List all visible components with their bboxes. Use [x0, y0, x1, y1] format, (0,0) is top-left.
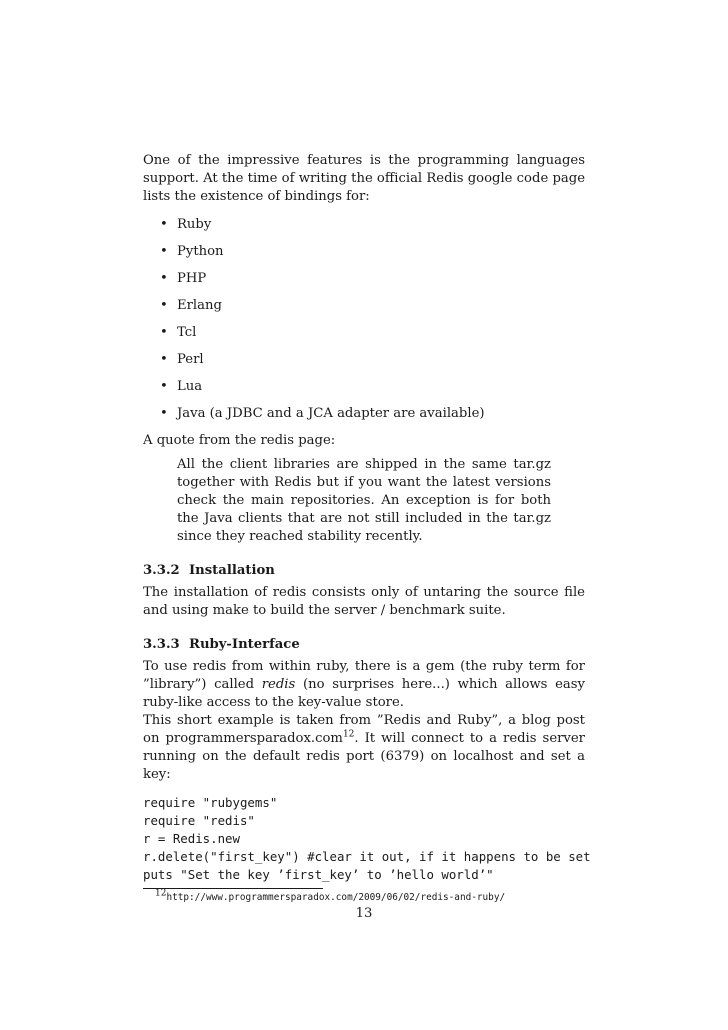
page-body	[143, 152, 591, 905]
bullet-icon: •	[160, 217, 168, 232]
footnote-number: 12	[155, 888, 167, 899]
ruby-paragraph-2: This short example is taken from ”Redis and Ruby”, a blog post on programmersparadox.com$^{12}$. It will connect to a redis server running on the default redis port (6379) on localhost and set a key:	[143, 713, 585, 782]
bullet-icon: •	[160, 298, 168, 313]
bullet-icon: •	[160, 244, 168, 259]
bullet-icon: •	[160, 379, 168, 394]
code-line: r.delete("first_key") #clear it out, if it happens to be set	[143, 849, 591, 864]
list-item: • Tcl	[160, 325, 197, 340]
code-line: puts "Set the key ’first_key’ to ’hello world’"	[143, 867, 494, 882]
section-heading-installation	[143, 562, 585, 580]
bindings-list	[143, 216, 585, 423]
footnote	[143, 888, 585, 905]
code-line: require "rubygems"	[143, 795, 278, 810]
gem-name: redis	[261, 677, 296, 692]
section-number: 3.3.2	[143, 563, 180, 578]
list-item: • PHP	[160, 271, 207, 286]
footnote-mark: 12	[342, 729, 355, 740]
list-item: • Lua	[160, 379, 203, 394]
code-line: r = Redis.new	[143, 831, 240, 846]
list-item: • Ruby	[160, 217, 212, 232]
list-item: • Perl	[160, 352, 204, 367]
bullet-icon: •	[160, 271, 168, 286]
list-item: • Java (a JDBC and a JCA adapter are available)	[160, 406, 485, 421]
section-title: Ruby-Interface	[189, 637, 300, 652]
code-block	[143, 794, 591, 884]
section-title: Installation	[189, 563, 275, 578]
bullet-icon: •	[160, 406, 168, 421]
list-item: • Erlang	[160, 298, 222, 313]
page-number: 13	[355, 906, 373, 921]
list-item: • Python	[160, 244, 224, 259]
section-heading-ruby-interface	[143, 636, 585, 654]
ruby-paragraph-1: To use redis from within ruby, there is a gem (the ruby term for ”library”) called redis (no surprises here...) which allows easy ruby-like access to the key-value store.	[143, 659, 586, 710]
footnote-divider	[143, 888, 323, 889]
intro-paragraph: One of the impressive features is the programming languages support. At the time of writing the official Redis google code page lists the existence of bindings for:	[143, 153, 585, 204]
bullet-icon: •	[160, 352, 168, 367]
quote-intro: A quote from the redis page:	[143, 433, 336, 448]
bullet-icon: •	[160, 325, 168, 340]
section-number: 3.3.3	[143, 637, 180, 652]
installation-paragraph: The installation of redis consists only of untaring the source file and using make to build the server / benchmark suite.	[143, 585, 585, 618]
code-line: require "redis"	[143, 813, 255, 828]
block-quote: All the client libraries are shipped in the same tar.gz together with Redis but if you want the latest versions check the main repositories. An exception is for both the Java clients that are not still included in the tar.gz since they reached stability recently.	[177, 457, 551, 544]
footnote-url: http://www.programmersparadox.com/2009/06/02/redis-and-ruby/	[166, 892, 506, 903]
